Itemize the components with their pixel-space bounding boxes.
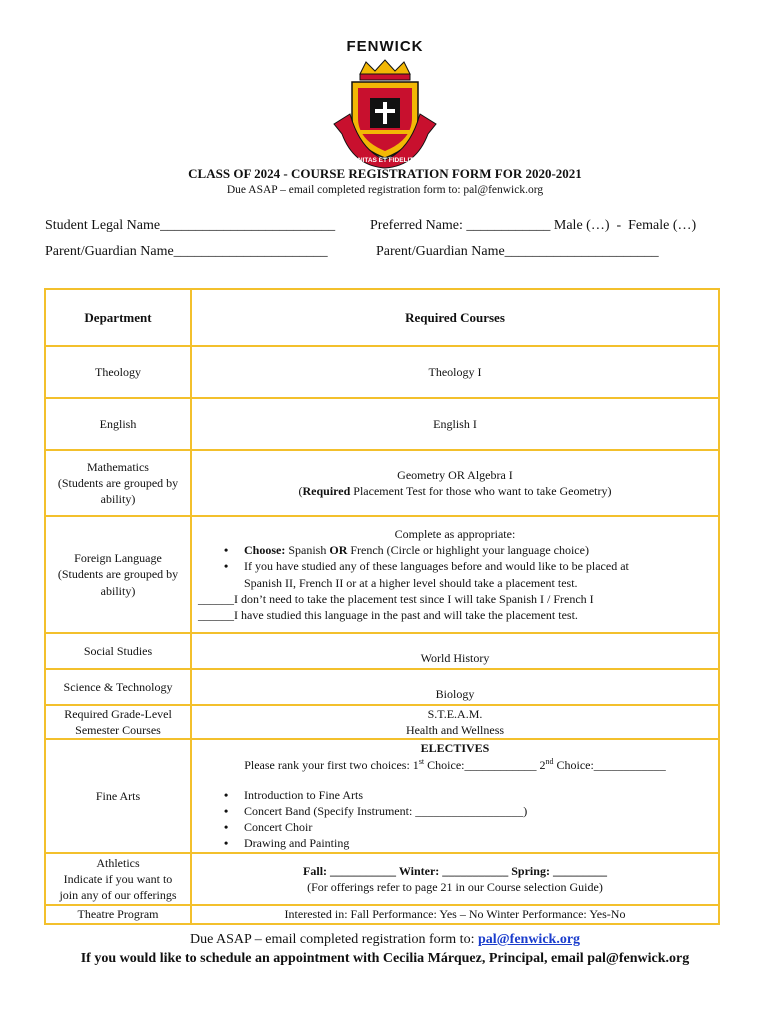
dept-social-studies: Social Studies (45, 633, 191, 669)
course-mathematics (191, 450, 719, 516)
language-option-test[interactable]: ______I have studied this language in the past and will take the placement test. (198, 607, 578, 622)
parent-guardian-field-2[interactable]: Parent/Guardian Name______________________ (376, 244, 659, 259)
math-placement-note: (Required Placement Test for those who want to take Geometry) (298, 484, 612, 498)
fine-arts-list (198, 787, 712, 852)
language-placement-item: • If you have studied any of these languages before and would like to be placed at Spanish II, French II or at a higher level should take a placement test. (198, 558, 712, 590)
footer-due-line (0, 932, 770, 948)
preferred-name-field[interactable]: Preferred Name: ____________ Male (…) - Female (…) (370, 218, 697, 233)
dept-foreign-language (45, 516, 191, 633)
brand-name: FENWICK (346, 38, 424, 55)
dept-mathematics (45, 450, 191, 516)
parent-guardian-field-1[interactable]: Parent/Guardian Name______________________ (45, 244, 328, 259)
dept-athletics: Athletics Indicate if you want to join any of our offerings (45, 853, 191, 905)
dept-math-line: ability) (100, 492, 136, 507)
choice-spanish: Spanish (285, 543, 330, 558)
fine-arts-item[interactable]: • Concert Band (Specify Instrument: __________________) (198, 803, 712, 819)
row-semester-courses (45, 705, 719, 739)
logo (0, 38, 770, 170)
dept-semester: Required Grade-Level Semester Courses (45, 705, 191, 739)
crest-icon (330, 58, 440, 170)
course-steam: S.T.E.A.M. (427, 707, 483, 721)
choice-french: French (Circle or highlight your language choice) (347, 543, 589, 558)
fine-arts-item[interactable]: • Concert Choir (198, 819, 712, 835)
row-science (45, 669, 719, 705)
dept-language-line: (Students are grouped by (57, 567, 179, 582)
dept-language-line: ability) (100, 583, 136, 598)
athletics-seasons[interactable]: Fall: ___________ Winter: ___________ Spring: _________ (303, 864, 607, 879)
footer-email-link[interactable]: pal@fenwick.org (477, 932, 581, 947)
dept-math-line: (Students are grouped by (57, 475, 179, 490)
course-semester (191, 705, 719, 739)
student-name-field[interactable]: Student Legal Name_________________________ (45, 218, 336, 233)
row-foreign-language (45, 516, 719, 633)
row-theatre (45, 905, 719, 923)
rank-choices[interactable]: Please rank your first two choices: 1st Choice:____________ 2nd Choice:____________ (244, 756, 666, 772)
dept-theology: Theology (45, 346, 191, 398)
electives-heading: ELECTIVES (420, 741, 490, 756)
math-course-options: Geometry OR Algebra I (397, 467, 513, 482)
math-placement-text: Placement Test for those who want to take Geometry) (350, 484, 612, 498)
row-english (45, 398, 719, 450)
row-mathematics (45, 450, 719, 516)
course-social-studies: World History (191, 633, 719, 669)
choose-label: Choose: (244, 543, 286, 558)
course-athletics (191, 853, 719, 905)
header-required-courses: Required Courses (191, 289, 719, 346)
language-intro: Complete as appropriate: (394, 526, 516, 541)
course-table (44, 288, 720, 925)
header-department: Department (45, 289, 191, 346)
course-science: Biology (191, 669, 719, 705)
or-label: OR (329, 543, 348, 558)
row-theology (45, 346, 719, 398)
course-theology: Theology I (191, 346, 719, 398)
language-bullets (198, 542, 712, 591)
course-foreign-language (191, 516, 719, 633)
footer-due-text: Due ASAP – email completed registration form to: (189, 932, 478, 947)
language-option-no-test[interactable]: ______I don’t need to take the placement test since I will take Spanish I / French I (198, 591, 594, 606)
table-header-row (45, 289, 719, 346)
fine-arts-item[interactable]: • Introduction to Fine Arts (198, 787, 712, 803)
required-label: Required (302, 484, 351, 498)
page-subtitle: Due ASAP – email completed registration form to: pal@fenwick.org (226, 184, 544, 196)
language-choice-item[interactable] (198, 542, 712, 558)
dept-english: English (45, 398, 191, 450)
fine-arts-item[interactable]: • Drawing and Painting (198, 835, 712, 851)
dept-fine-arts: Fine Arts (45, 739, 191, 853)
course-theatre[interactable]: Interested in: Fall Performance: Yes – No Winter Performance: Yes-No (191, 905, 719, 923)
dept-theatre: Theatre Program (45, 905, 191, 923)
footer-appointment-line: If you would like to schedule an appointment with Cecilia Márquez, Principal, email pal@fenwick.org (80, 951, 690, 966)
dept-math-line: Mathematics (87, 459, 149, 474)
row-athletics (45, 853, 719, 905)
dept-science: Science & Technology (45, 669, 191, 705)
row-fine-arts (45, 739, 719, 853)
dept-language-line: Foreign Language (74, 551, 162, 566)
course-fine-arts (191, 739, 719, 853)
page-title: CLASS OF 2024 - COURSE REGISTRATION FORM FOR 2020-2021 (188, 166, 582, 181)
row-social-studies (45, 633, 719, 669)
course-english: English I (191, 398, 719, 450)
athletics-note: (For offerings refer to page 21 in our Course selection Guide) (307, 880, 603, 895)
crest-motto: BONITAS ET FIDELITAS (348, 157, 422, 164)
course-health: Health and Wellness (405, 723, 505, 738)
